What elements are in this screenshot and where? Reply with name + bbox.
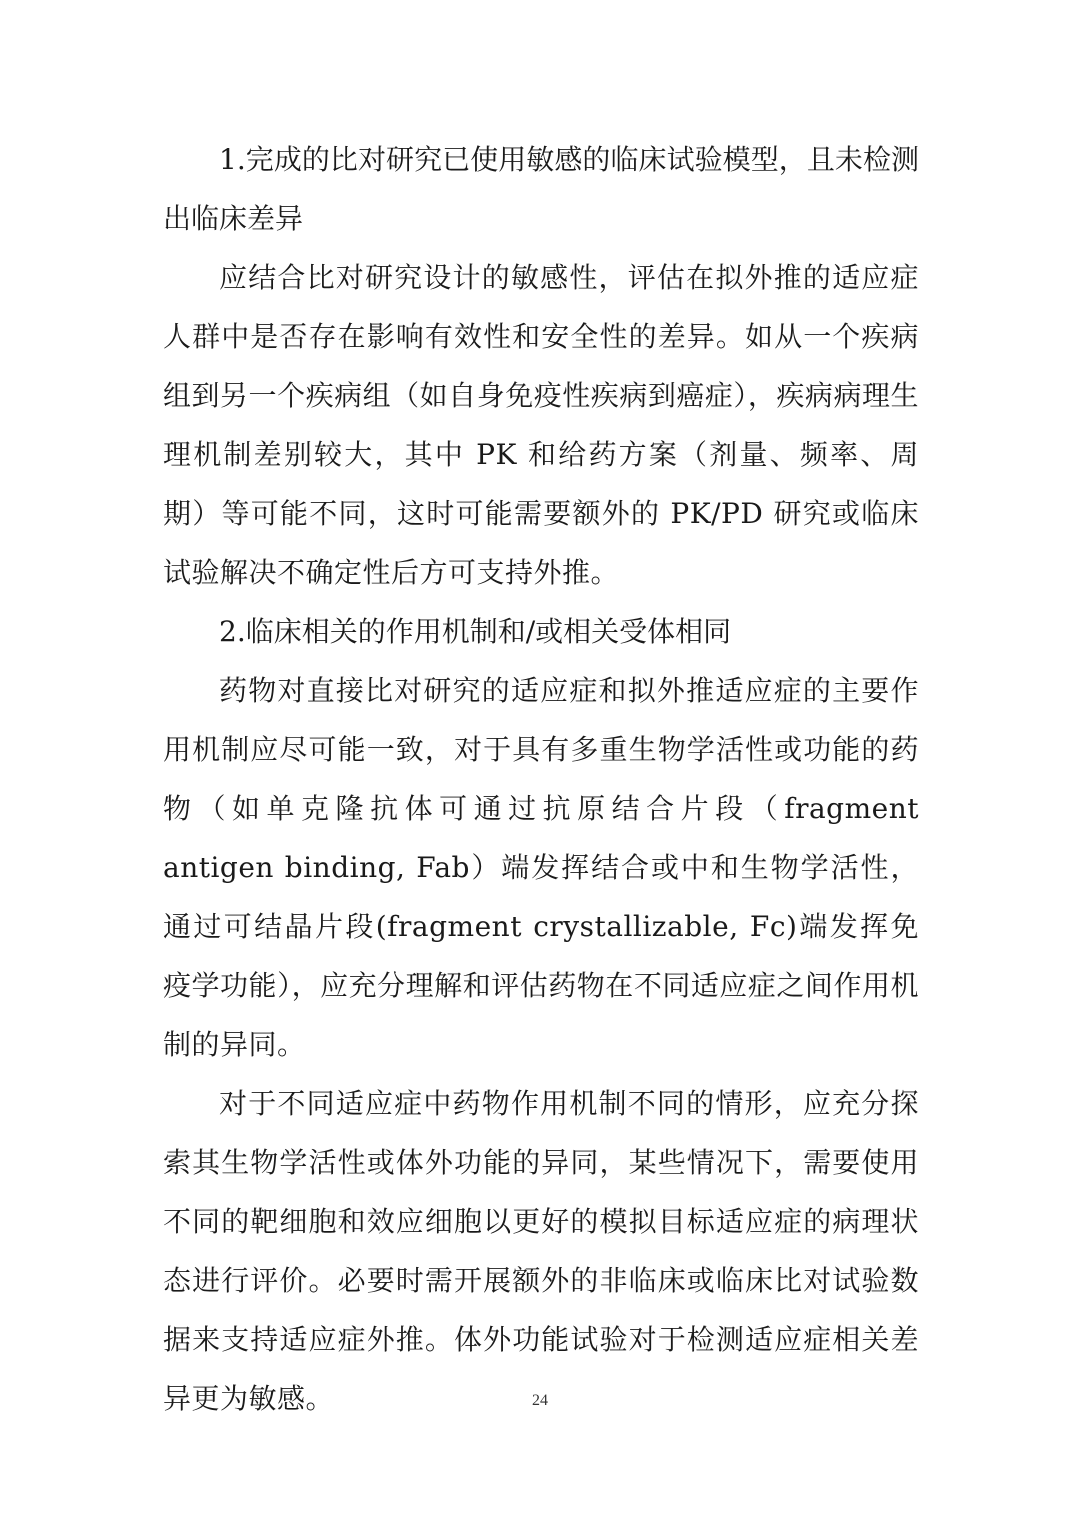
document-body: [163, 130, 919, 1428]
paragraph-2: 药物对直接比对研究的适应症和拟外推适应症的主要作用机制应尽可能一致，对于具有多重生物学活性或功能的药物（如单克隆抗体可通过抗原结合片段（fragment antigen binding, Fab）端发挥结合或中和生物学活性，通过可结晶片段(fragment crystallizable, Fc)端发挥免疫学功能），应充分理解和评估药物在不同适应症之间作用机制的异同。: [163, 674, 919, 1061]
paragraph-1: 应结合比对研究设计的敏感性，评估在拟外推的适应症人群中是否存在影响有效性和安全性的差异。如从一个疾病组到另一个疾病组（如自身免疫性疾病到癌症），疾病病理生理机制差别较大，其中 PK 和给药方案（剂量、频率、周期）等可能不同，这时可能需要额外的 PK/PD 研究或临床试验解决不确定性后方可支持外推。: [163, 261, 919, 589]
section-heading-2: 2.临床相关的作用机制和/或相关受体相同: [219, 615, 732, 648]
page-number: 24: [532, 1392, 548, 1409]
section-heading-1: 1.完成的比对研究已使用敏感的临床试验模型，且未检测出临床差异: [163, 143, 919, 235]
paragraph-3: 对于不同适应症中药物作用机制不同的情形，应充分探索其生物学活性或体外功能的异同，某些情况下，需要使用不同的靶细胞和效应细胞以更好的模拟目标适应症的病理状态进行评价。必要时需开展额外的非临床或临床比对试验数据来支持适应症外推。体外功能试验对于检测适应症相关差异更为敏感。: [163, 1087, 919, 1415]
